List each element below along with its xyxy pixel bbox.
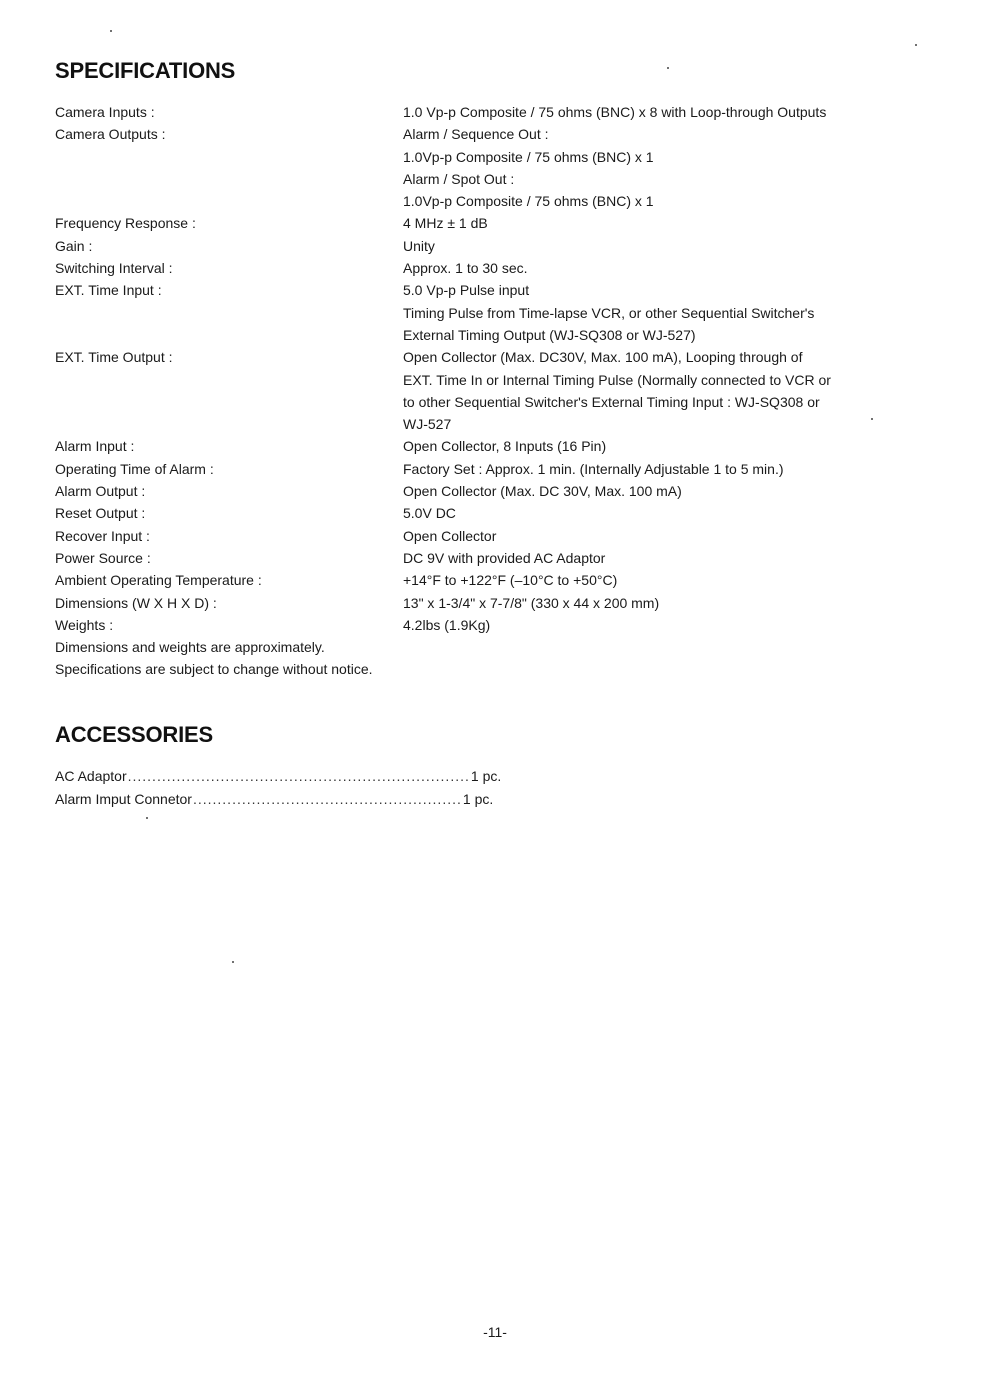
spec-row	[55, 525, 915, 547]
spec-row	[55, 123, 915, 212]
spec-value-line: DC 9V with provided AC Adaptor	[403, 549, 606, 566]
spec-value-line: WJ-527	[403, 416, 452, 433]
spec-value-line: Timing Pulse from Time-lapse VCR, or other Sequential Switcher's	[403, 304, 815, 321]
spec-label: Ambient Operating Temperature :	[55, 572, 262, 589]
dot-leader: .......................................................	[192, 790, 462, 807]
spec-row	[55, 101, 915, 123]
accessories-heading: ACCESSORIES	[55, 722, 213, 747]
accessory-quantity: 1 pc.	[462, 790, 494, 807]
spec-value-line: Open Collector (Max. DC 30V, Max. 100 mA)	[403, 483, 682, 500]
spec-value	[403, 502, 915, 524]
spec-row	[55, 235, 915, 257]
spec-label: Alarm Input :	[55, 438, 135, 455]
spec-value	[403, 435, 915, 457]
spec-value	[403, 101, 915, 123]
spec-value	[403, 569, 915, 591]
scan-speck	[146, 817, 148, 819]
scan-speck	[232, 961, 234, 963]
spec-value	[403, 458, 915, 480]
accessory-item	[55, 765, 502, 788]
spec-value	[403, 547, 915, 569]
spec-value-line: Open Collector	[403, 527, 497, 544]
spec-row	[55, 502, 915, 524]
accessory-item	[55, 788, 494, 811]
spec-value	[403, 257, 915, 279]
scan-speck	[915, 44, 917, 46]
spec-note: Dimensions and weights are approximately.	[55, 639, 325, 656]
spec-value	[403, 525, 915, 547]
spec-value-line: Open Collector (Max. DC30V, Max. 100 mA), Looping through of	[403, 349, 803, 366]
spec-value	[403, 592, 915, 614]
spec-label: Operating Time of Alarm :	[55, 460, 214, 477]
spec-value	[403, 212, 915, 234]
spec-row	[55, 279, 915, 346]
spec-value-line: 5.0V DC	[403, 505, 456, 522]
spec-label: Camera Inputs :	[55, 104, 155, 120]
spec-value-line: 13" x 1-3/4" x 7-7/8" (330 x 44 x 200 mm)	[403, 594, 660, 611]
spec-value-line: 5.0 Vp-p Pulse input	[403, 282, 530, 299]
spec-label: EXT. Time Output :	[55, 349, 173, 366]
spec-label: Recover Input :	[55, 527, 150, 544]
spec-value-line: External Timing Output (WJ-SQ308 or WJ-527)	[403, 326, 696, 343]
spec-row	[55, 592, 915, 614]
spec-label: Switching Interval :	[55, 260, 173, 277]
specifications-list	[55, 101, 915, 681]
scan-speck	[110, 30, 112, 32]
spec-row	[55, 569, 915, 591]
accessory-quantity: 1 pc.	[470, 768, 502, 784]
spec-label: Reset Output :	[55, 505, 146, 522]
spec-row	[55, 480, 915, 502]
spec-value-line: to other Sequential Switcher's External Timing Input : WJ-SQ308 or	[403, 393, 820, 410]
accessories-list	[55, 765, 502, 810]
spec-label: Frequency Response :	[55, 215, 196, 232]
spec-row	[55, 435, 915, 457]
spec-value-line: Open Collector, 8 Inputs (16 Pin)	[403, 438, 607, 455]
spec-value-line: 1.0Vp-p Composite / 75 ohms (BNC) x 1	[403, 148, 654, 165]
spec-value-line: Alarm / Sequence Out :	[403, 126, 549, 143]
specifications-heading: SPECIFICATIONS	[55, 58, 236, 83]
scan-speck	[871, 418, 873, 420]
spec-label: Power Source :	[55, 549, 151, 566]
spec-label: Gain :	[55, 237, 93, 254]
spec-value	[403, 614, 915, 636]
spec-value-line: 4.2lbs (1.9Kg)	[403, 616, 491, 633]
spec-value	[403, 123, 915, 212]
spec-value	[403, 346, 915, 435]
spec-label: Weights :	[55, 616, 114, 633]
accessory-name: Alarm Imput Connetor	[55, 790, 192, 807]
spec-label: Alarm Output :	[55, 483, 146, 500]
spec-value-line: Unity	[403, 237, 435, 254]
spec-value-line: Approx. 1 to 30 sec.	[403, 260, 528, 277]
spec-label: EXT. Time Input :	[55, 282, 162, 299]
spec-note: Specifications are subject to change without notice.	[55, 661, 373, 678]
spec-label: Camera Outputs :	[55, 126, 166, 143]
spec-value-line: 1.0Vp-p Composite / 75 ohms (BNC) x 1	[403, 193, 654, 210]
spec-value	[403, 235, 915, 257]
dot-leader: ......................................................................	[127, 768, 470, 784]
spec-label: Dimensions (W X H X D) :	[55, 594, 217, 611]
spec-row	[55, 346, 915, 435]
spec-value-line: EXT. Time In or Internal Timing Pulse (Normally connected to VCR or	[403, 371, 831, 388]
spec-value-line: +14°F to +122°F (–10°C to +50°C)	[403, 572, 618, 589]
scan-speck	[667, 67, 669, 69]
spec-value	[403, 279, 915, 346]
spec-row	[55, 458, 915, 480]
spec-value-line: Factory Set : Approx. 1 min. (Internally Adjustable 1 to 5 min.)	[403, 460, 784, 477]
spec-row	[55, 212, 915, 234]
spec-value-line: 1.0 Vp-p Composite / 75 ohms (BNC) x 8 with Loop-through Outputs	[403, 104, 827, 120]
page-number: -11-	[483, 1324, 507, 1340]
accessory-name: AC Adaptor	[55, 768, 127, 784]
spec-value-line: 4 MHz ± 1 dB	[403, 215, 488, 232]
spec-value-line: Alarm / Spot Out :	[403, 170, 515, 187]
spec-row	[55, 614, 915, 636]
spec-row	[55, 257, 915, 279]
spec-value	[403, 480, 915, 502]
spec-row	[55, 547, 915, 569]
